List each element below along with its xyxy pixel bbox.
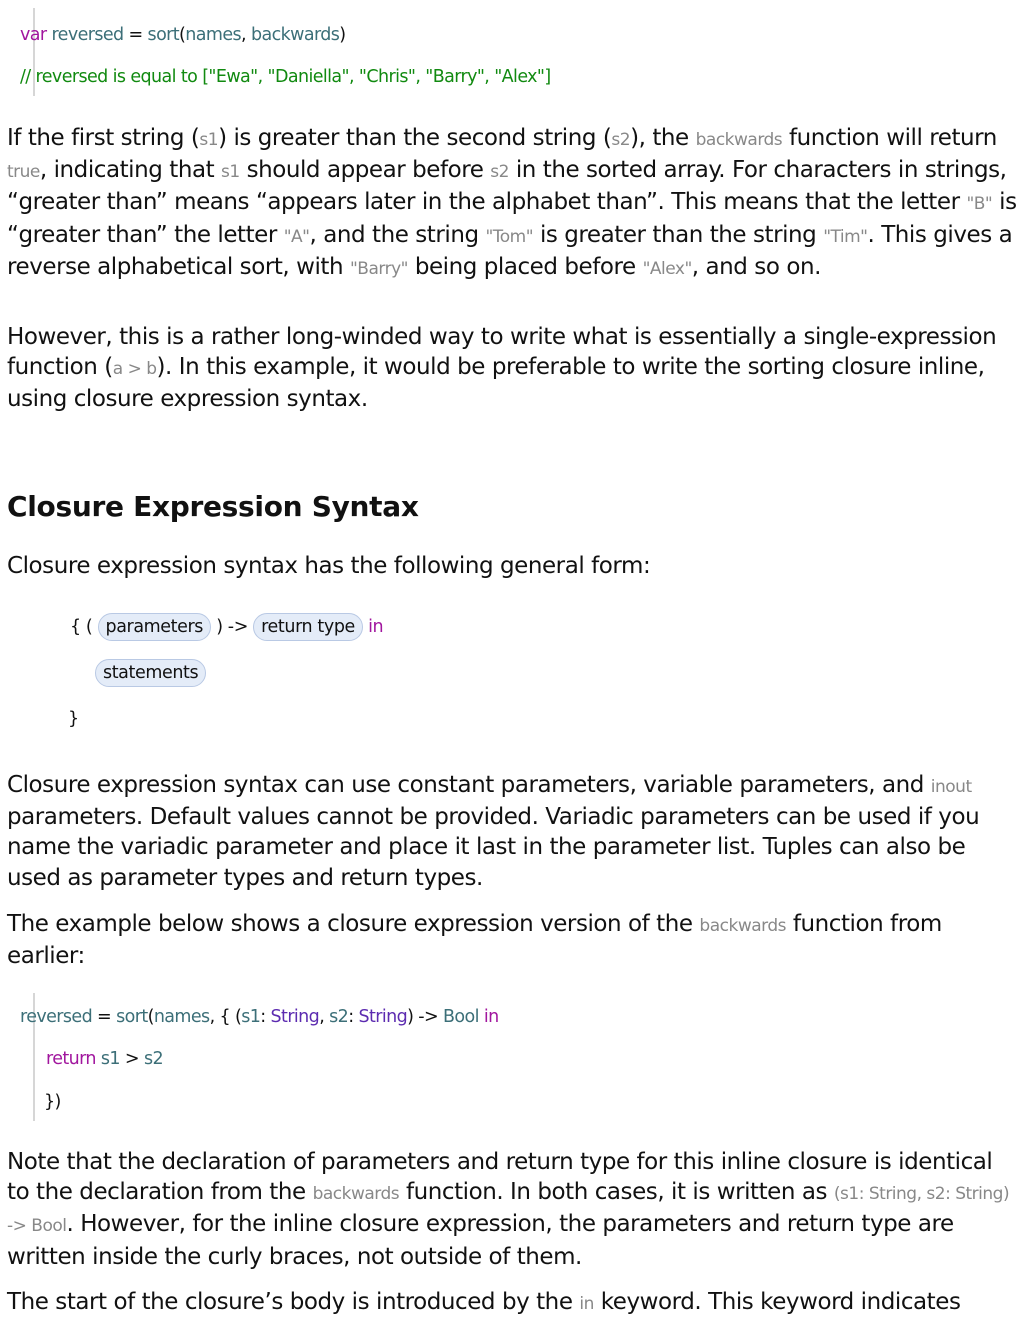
paragraph-long-winded [7, 322, 1019, 415]
inline-code: s1 [199, 130, 219, 150]
text: ), the [630, 125, 696, 151]
text: function. In both cases, it is written as [399, 1179, 834, 1206]
inline-code: s2 [611, 130, 631, 150]
code-function: sort [147, 25, 180, 45]
code-punct: , [319, 1007, 330, 1027]
text: being placed before [407, 253, 643, 280]
code-punct: ( [147, 1007, 154, 1027]
code-function: sort [116, 1007, 148, 1027]
text: is “greater than” the letter [7, 189, 1017, 248]
text: If the first string ( [7, 125, 200, 151]
inline-code: "Tom" [485, 226, 534, 247]
inline-code-link[interactable]: backwards [695, 130, 783, 150]
code-block-sort-backwards [20, 8, 551, 96]
syntax-line-statements [95, 659, 206, 687]
syntax-return-type-placeholder: return type [253, 613, 363, 641]
code-identifier: s2 [143, 1049, 164, 1069]
text: function will return [782, 125, 997, 151]
syntax-statements-placeholder: statements [95, 659, 206, 687]
syntax-line-signature [70, 613, 383, 641]
section-heading: Closure Expression Syntax [7, 490, 419, 523]
paragraph-backwards-explanation [7, 123, 1019, 284]
code-param: s1 [241, 1007, 261, 1027]
inline-code: "Alex" [642, 258, 692, 279]
code-punct: ( [179, 25, 186, 45]
syntax-close: } [68, 709, 79, 729]
inline-code: true [7, 162, 40, 183]
text: function from earlier: [7, 911, 942, 970]
code-line [20, 1007, 499, 1027]
text: in the sorted array. For characters in strings, “greater than” means “appears later in the alphabet than”. This means that the letter [7, 157, 1007, 216]
code-operator: = [123, 25, 148, 45]
code-operator: > [119, 1049, 144, 1069]
code-identifier: reversed [51, 25, 124, 45]
code-argument: names [185, 25, 242, 45]
inline-code: "A" [283, 226, 310, 247]
code-punct: : [260, 1007, 271, 1027]
code-param: s2 [329, 1007, 349, 1027]
paragraph-example-intro [7, 909, 1019, 971]
syntax-arrow: ) -> [216, 617, 248, 637]
code-line-close: }) [44, 1092, 61, 1112]
code-keyword: var [20, 25, 47, 45]
code-punct: ) [339, 25, 346, 45]
text: should appear before [239, 157, 491, 184]
code-comment: // reversed is equal to ["Ewa", "Daniella", "Chris", "Barry", "Alex"] [20, 67, 551, 87]
text: The example below shows a closure expression version of the [7, 911, 700, 937]
syntax-parameters-placeholder: parameters [98, 613, 212, 641]
code-punct: : [348, 1007, 359, 1027]
code-block-inline-closure [20, 993, 499, 1121]
code-identifier: s1 [100, 1049, 120, 1069]
paragraph-parameters [7, 770, 1019, 893]
text: , and the string [309, 221, 486, 248]
text: , and so on. [691, 253, 821, 280]
syntax-in-keyword: in [368, 617, 384, 637]
text: is greater than the string [533, 221, 824, 248]
code-punct: , { ( [209, 1007, 242, 1027]
text: However, this is a rather long-winded way to write what is essentially a single-expression function ( [7, 324, 997, 381]
text: parameters. Default values cannot be provided. Variadic parameters can be used if you name the variadic parameter and place it last in the parameter list. Tuples can also be used as parameter types and return types. [7, 804, 980, 891]
inline-code-link[interactable]: backwards [312, 1184, 400, 1205]
code-keyword: in [483, 1007, 499, 1027]
code-type: String [270, 1007, 320, 1027]
inline-code: (s1: String, s2: String) -> Bool [7, 1184, 1010, 1237]
paragraph-general-form: Closure expression syntax has the following general form: [7, 553, 651, 579]
inline-code: "Tim" [823, 226, 868, 247]
inline-code-link[interactable]: backwards [699, 916, 786, 936]
text: The start of the closure’s body is introduced by the [7, 1289, 580, 1315]
inline-code: in [579, 1294, 594, 1314]
code-identifier: reversed [20, 1007, 93, 1027]
code-argument: backwards [250, 25, 340, 45]
code-return-type: Bool [443, 1007, 479, 1027]
syntax-line-close [68, 709, 79, 729]
code-operator: = [92, 1007, 117, 1027]
text: . However, for the inline closure expression, the parameters and return type are written inside the curly braces, not outside of them. [7, 1211, 954, 1270]
code-keyword: return [46, 1049, 96, 1069]
syntax-open: { ( [70, 617, 93, 637]
text: keyword. This keyword indicates [593, 1289, 961, 1315]
code-punct: , [241, 25, 251, 45]
code-line [46, 1049, 163, 1069]
paragraph-declaration-note [7, 1147, 1019, 1272]
code-type: String [358, 1007, 408, 1027]
code-arrow: ) -> [407, 1007, 444, 1027]
text: ) is greater than the second string ( [218, 125, 612, 151]
code-line [20, 25, 346, 45]
inline-code: inout [930, 777, 972, 797]
code-argument: names [153, 1007, 210, 1027]
text: , indicating that [39, 157, 222, 184]
text: Closure expression syntax can use constant parameters, variable parameters, and [7, 772, 931, 798]
inline-code: s1 [221, 162, 240, 183]
text: Note that the declaration of parameters and return type for this inline closure is identical to the declaration from the [7, 1149, 993, 1206]
inline-code: "B" [966, 194, 993, 215]
text: ). In this example, it would be preferable to write the sorting closure inline, using closure expression syntax. [7, 354, 985, 413]
paragraph-in-keyword [7, 1287, 1019, 1319]
text: . This gives a reverse alphabetical sort, with [7, 221, 1013, 280]
inline-code: a > b [112, 359, 157, 380]
inline-code: "Barry" [349, 258, 408, 279]
inline-code: s2 [490, 162, 509, 183]
